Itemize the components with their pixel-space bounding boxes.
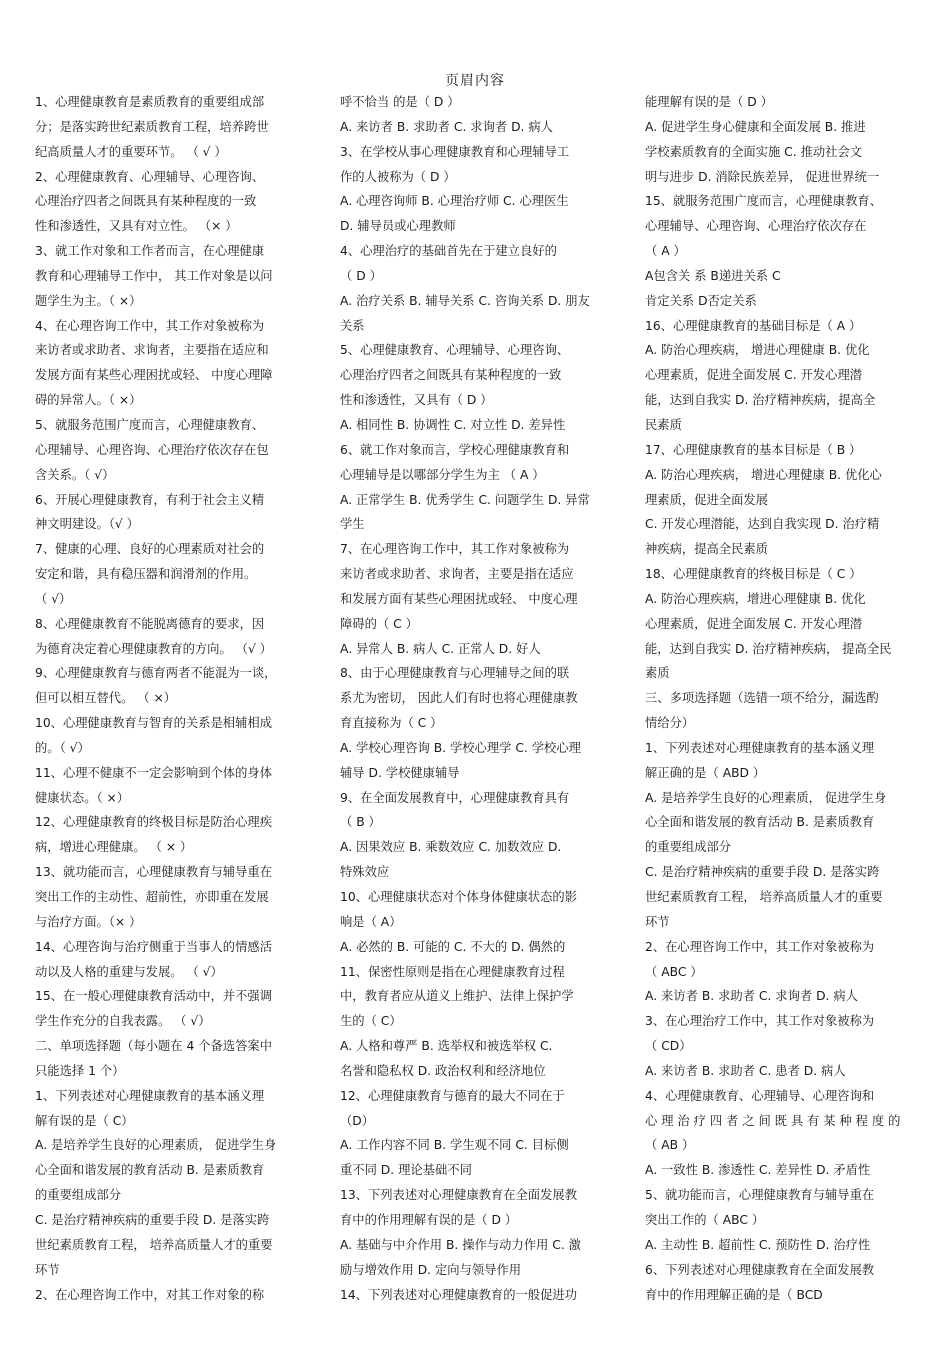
text-line: 生的（ C） (340, 1014, 402, 1029)
text-line: A. 心理咨询师 B. 心理治疗师 C. 心理医生 (340, 194, 569, 209)
text-line: 环节 (645, 914, 670, 929)
text-line: 11、保密性原则是指在心理健康教育过程 (340, 964, 565, 979)
text-line: A. 必然的 B. 可能的 C. 不大的 D. 偶然的 (340, 939, 566, 954)
text-line: A. 来访者 B. 求助者 C. 求询者 D. 病人 (340, 119, 553, 134)
text-line: A. 因果效应 B. 乘数效应 C. 加数效应 D. (340, 840, 562, 855)
text-line: 5、就服务范围广度而言，心理健康教育、 (35, 417, 265, 432)
text-line: 名誉和隐私权 D. 政治权利和经济地位 (340, 1063, 546, 1078)
text-line: 12、心理健康教育的终极目标是防治心理疾 (35, 815, 272, 830)
text-line: 世纪素质教育工程， 培养高质量人才的重要 (645, 890, 883, 904)
text-line: 11、心理不健康不一定会影响到个体的身体 (35, 765, 272, 780)
text-line: 心理素质，促进全面发展 C. 开发心理潜 (645, 368, 863, 383)
text-line: 心理治疗四者之间既具有某种程度的一致 (340, 368, 562, 383)
text-line: 16、心理健康教育的基础目标是（ A ） (645, 318, 862, 333)
text-line: 世纪素质教育工程， 培养高质量人才的重要 (35, 1237, 273, 1252)
text-line: 系尤为密切， 因此人们有时也将心理健康教 (340, 691, 578, 706)
text-line: A. 治疗关系 B. 辅导关系 C. 咨询关系 D. 朋友 (340, 293, 590, 308)
text-column-middle (340, 90, 625, 1307)
text-line: 17、心理健康教育的基本目标是（ B ） (645, 442, 862, 457)
text-line: 障碍的（ C ） (340, 616, 418, 631)
text-line: 13、就功能而言，心理健康教育与辅导重在 (35, 865, 272, 880)
text-line: 3、在学校从事心理健康教育和心理辅导工 (340, 144, 570, 159)
text-line: （ B ） (340, 815, 381, 830)
text-line: 突出工作的（ ABC ） (645, 1212, 765, 1227)
text-line: A. 人格和尊严 B. 选举权和被选举权 C. (340, 1039, 553, 1054)
text-line: 响是（ A） (340, 914, 402, 929)
text-line: A. 防治心理疾病，增进心理健康 B. 优化 (645, 591, 866, 606)
text-line: 理素质，促进全面发展 (645, 492, 768, 507)
text-line: 题学生为主。（ ×） (35, 293, 142, 308)
text-line: 明与进步 D. 消除民族差异， 促进世界统一 (645, 169, 880, 184)
text-line: D. 辅导员或心理教师 (340, 219, 456, 234)
text-line: 心理辅导、心理咨询、心理治疗依次存在包 (35, 442, 269, 457)
text-line: 发展方面有某些心理困扰或轻、 中度心理障 (35, 368, 273, 383)
text-line: 情给分） (645, 716, 695, 731)
text-line: 10、心理健康状态对个体身体健康状态的影 (340, 890, 577, 904)
text-line: 素质 (645, 666, 670, 681)
text-line: 肯定关系 D否定关系 (645, 293, 757, 308)
text-line: 育中的作用理解有误的是（ D ） (340, 1212, 518, 1227)
text-line: 的重要组成部分 (645, 840, 732, 855)
text-line: （ CD） (645, 1039, 692, 1054)
text-line: A. 来访者 B. 求助者 C. 患者 D. 病人 (645, 1063, 846, 1078)
text-line: 10、心理健康教育与智育的关系是相辅相成 (35, 716, 272, 731)
text-line: 能，达到自我实 D. 治疗精神疾病， 提高全民 (645, 641, 892, 656)
text-line: 18、心理健康教育的终极目标是（ C ） (645, 567, 862, 582)
text-line: 特殊效应 (340, 865, 390, 880)
text-line: A. 异常人 B. 病人 C. 正常人 D. 好人 (340, 641, 541, 656)
text-line: 中，教育者应从道义上维护、法律上保护学 (340, 989, 574, 1004)
text-line: C. 是治疗精神疾病的重要手段 D. 是落实跨 (35, 1212, 270, 1227)
text-line: （ D ） (340, 268, 382, 283)
text-line: 1、下列表述对心理健康教育的基本涵义理 (645, 740, 875, 755)
text-line: 作的人被称为（ D ） (340, 169, 456, 184)
text-line: 来访者或求助者、求询者，主要是指在适应 (340, 567, 574, 582)
text-line: 心 理 治 疗 四 者 之 间 既 具 有 某 种 程 度 的 (645, 1113, 901, 1128)
text-column-right (645, 90, 920, 1307)
text-line: 纪高质量人才的重要环节。 （ √ ） (35, 144, 227, 159)
text-line: 15、就服务范围广度而言，心理健康教育、 (645, 194, 882, 209)
text-line: 三、多项选择题（选错一项不给分，漏选酌 (645, 691, 879, 706)
text-line: 学校素质教育的全面实施 C. 推动社会文 (645, 144, 863, 159)
text-line: 心全面和谐发展的教育活动 B. 是素质教育 (35, 1163, 265, 1178)
text-line: A. 工作内容不同 B. 学生观不同 C. 目标侧 (340, 1138, 569, 1153)
text-line: C. 是治疗精神疾病的重要手段 D. 是落实跨 (645, 865, 880, 880)
text-line: 只能选择 1 个） (35, 1063, 125, 1078)
text-line: （D） (340, 1113, 375, 1128)
text-line: 12、心理健康教育与德育的最大不同在于 (340, 1088, 565, 1103)
text-line: A. 相同性 B. 协调性 C. 对立性 D. 差异性 (340, 417, 566, 432)
text-line: A. 是培养学生良好的心理素质， 促进学生身 (645, 790, 887, 805)
text-line: 15、在一般心理健康教育活动中，并不强调 (35, 989, 272, 1004)
text-line: A. 主动性 B. 超前性 C. 预防性 D. 治疗性 (645, 1237, 871, 1252)
text-line: 为德育决定着心理健康教育的方向。 （√ ） (35, 641, 272, 656)
text-line: 14、下列表述对心理健康教育的一般促进功 (340, 1287, 577, 1302)
text-line: A. 促进学生身心健康和全面发展 B. 推进 (645, 119, 866, 134)
text-line: 心全面和谐发展的教育活动 B. 是素质教育 (645, 815, 875, 830)
text-line: 病，增进心理健康。 （ × ） (35, 840, 193, 855)
text-line: 8、心理健康教育不能脱离德育的要求，因 (35, 616, 265, 631)
text-column-left (35, 90, 320, 1307)
text-line: 1、心理健康教育是素质教育的重要组成部 (35, 95, 265, 109)
text-line: 2、在心理咨询工作中，对其工作对象的称 (35, 1287, 265, 1302)
text-line: 4、心理健康教育、心理辅导、心理咨询和 (645, 1088, 875, 1103)
text-line: 教育和心理辅导工作中， 其工作对象是以问 (35, 268, 273, 283)
text-line: 民素质 (645, 417, 682, 432)
text-line: 育中的作用理解正确的是（ BCD (645, 1287, 823, 1302)
text-line: （ AB ） (645, 1138, 695, 1153)
text-line: 环节 (35, 1262, 60, 1277)
text-line: 但可以相互替代。 （ ×） (35, 691, 177, 706)
text-line: 安定和谐，具有稳压器和润滑剂的作用。 (35, 567, 257, 582)
text-line: 7、健康的心理、良好的心理素质对社会的 (35, 542, 265, 557)
text-line: 能理解有误的是（ D ） (645, 95, 773, 109)
text-line: 7、在心理咨询工作中，其工作对象被称为 (340, 542, 570, 557)
text-line: 1、下列表述对心理健康教育的基本涵义理 (35, 1088, 265, 1103)
text-line: 5、心理健康教育、心理辅导、心理咨询、 (340, 343, 570, 358)
text-line: 14、心理咨询与治疗侧重于当事人的情感活 (35, 939, 272, 954)
text-line: A. 基础与中介作用 B. 操作与动力作用 C. 激 (340, 1237, 581, 1252)
text-line: 8、由于心理健康教育与心理辅导之间的联 (340, 666, 570, 681)
text-line: 含关系。（ √） (35, 467, 115, 482)
text-line: 能，达到自我实 D. 治疗精神疾病，提高全 (645, 393, 876, 408)
text-line: 9、心理健康教育与德育两者不能混为一谈， (35, 666, 277, 681)
text-line: A. 来访者 B. 求助者 C. 求询者 D. 病人 (645, 989, 858, 1004)
text-line: 解有误的是（ C） (35, 1113, 134, 1128)
text-line: 5、就功能而言，心理健康教育与辅导重在 (645, 1188, 875, 1203)
text-line: 的重要组成部分 (35, 1188, 122, 1203)
text-line: A包含关 系 B递进关系 C (645, 268, 781, 283)
text-line: 与治疗方面。（× ） (35, 914, 142, 929)
text-line: A. 防治心理疾病， 增进心理健康 B. 优化 (645, 343, 870, 358)
text-line: 4、心理治疗的基础首先在于建立良好的 (340, 244, 557, 259)
text-line: 心理素质，促进全面发展 C. 开发心理潜 (645, 616, 863, 631)
text-line: （ A ） (645, 244, 686, 259)
text-line: 解正确的是（ ABD ） (645, 765, 766, 780)
text-line: 3、在心理治疗工作中，其工作对象被称为 (645, 1014, 875, 1029)
text-line: 2、在心理咨询工作中，其工作对象被称为 (645, 939, 875, 954)
text-line: 关系 (340, 318, 365, 333)
text-line: A. 学校心理咨询 B. 学校心理学 C. 学校心理 (340, 740, 581, 755)
text-line: 的。（ √） (35, 740, 90, 755)
text-line: 6、下列表述对心理健康教育在全面发展教 (645, 1262, 875, 1277)
text-line: A. 一致性 B. 渗透性 C. 差异性 D. 矛盾性 (645, 1163, 871, 1178)
text-line: 和发展方面有某些心理困扰或轻、 中度心理 (340, 591, 578, 606)
text-line: 6、开展心理健康教育，有利于社会主义精 (35, 492, 265, 507)
text-line: （ √） (35, 591, 72, 606)
text-line: 心理辅导是以哪部分学生为主 （ A ） (340, 467, 545, 482)
text-line: 4、在心理咨询工作中，其工作对象被称为 (35, 318, 265, 333)
text-line: 3、就工作对象和工作者而言，在心理健康 (35, 244, 265, 259)
text-line: 突出工作的主动性、超前性，亦即重在发展 (35, 890, 269, 904)
text-line: 学生 (340, 517, 365, 532)
text-line: 性和渗透性，又具有对立性。 （× ） (35, 219, 238, 234)
text-line: 健康状态。（ ×） (35, 790, 130, 805)
text-line: C. 开发心理潜能，达到自我实现 D. 治疗精 (645, 517, 880, 532)
text-line: 二、单项选择题（每小题在 4 个备选答案中 (35, 1039, 272, 1054)
text-line: 分；是落实跨世纪素质教育工程，培养跨世 (35, 119, 269, 134)
text-line: 学生作充分的自我表露。 （ √） (35, 1014, 211, 1029)
text-line: 育直接称为（ C ） (340, 716, 443, 731)
text-line: 6、就工作对象而言，学校心理健康教育和 (340, 442, 570, 457)
text-line: 动以及人格的重建与发展。 （ √） (35, 964, 223, 979)
text-line: 来访者或求助者、求询者，主要指在适应和 (35, 343, 269, 358)
text-line: 心理辅导、心理咨询、心理治疗依次存在 (645, 219, 867, 234)
text-line: 神文明建设。（√ ） (35, 517, 139, 532)
text-line: A. 防治心理疾病， 增进心理健康 B. 优化心 (645, 467, 882, 482)
text-line: 碍的异常人。（ ×） (35, 393, 142, 408)
page-header: 页眉内容 (445, 73, 505, 89)
text-line: 重不同 D. 理论基础不同 (340, 1163, 472, 1178)
text-line: A. 正常学生 B. 优秀学生 C. 问题学生 D. 异常 (340, 492, 590, 507)
text-line: 呼不恰当 的是（ D ） (340, 95, 460, 109)
text-line: 性和渗透性，又具有（ D ） (340, 393, 493, 408)
text-line: 2、心理健康教育、心理辅导、心理咨询、 (35, 169, 265, 184)
text-line: 励与增效作用 D. 定向与领导作用 (340, 1262, 522, 1277)
text-line: （ ABC ） (645, 964, 703, 979)
text-line: 9、在全面发展教育中，心理健康教育具有 (340, 790, 570, 805)
text-line: A. 是培养学生良好的心理素质， 促进学生身 (35, 1138, 277, 1153)
text-line: 13、下列表述对心理健康教育在全面发展教 (340, 1188, 577, 1203)
text-line: 神疾病，提高全民素质 (645, 542, 768, 557)
text-line: 心理治疗四者之间既具有某种程度的一致 (35, 194, 257, 209)
text-line: 辅导 D. 学校健康辅导 (340, 765, 460, 780)
